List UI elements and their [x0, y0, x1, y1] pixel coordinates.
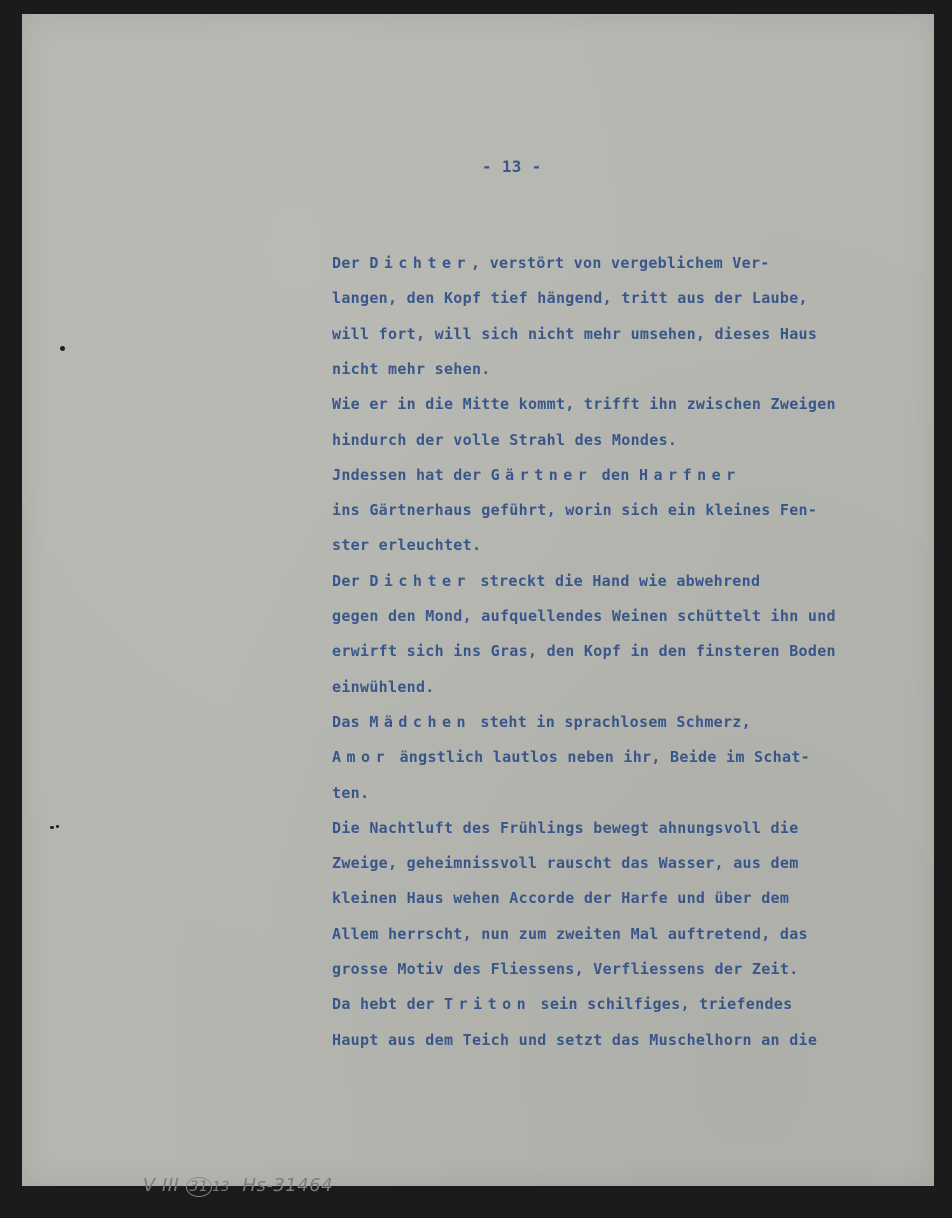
text-segment: steht in sprachlosem Schmerz, [471, 712, 751, 731]
text-line [332, 360, 491, 378]
text-segment: den [592, 465, 639, 484]
spaced-name: Mädchen [369, 712, 472, 731]
text-segment: Allem herrscht, nun zum zweiten Mal auftretend, das [332, 924, 808, 943]
spaced-name: Harfner [639, 465, 741, 484]
spaced-name: Triton [443, 995, 532, 1014]
text-segment: nicht mehr sehen. [332, 359, 491, 378]
text-segment: Da hebt der [332, 995, 444, 1014]
text-segment: einwühlend. [332, 677, 435, 696]
text-segment: ten. [332, 783, 370, 802]
text-line [332, 748, 810, 766]
text-segment: Zweige, geheimnissvoll rauscht das Wasser, aus dem [332, 854, 799, 873]
text-line [332, 1031, 817, 1049]
text-segment: Haupt aus dem Teich und setzt das Muschelhorn an die [332, 1030, 818, 1049]
text-line [332, 960, 799, 978]
text-line [332, 995, 792, 1013]
text-line [332, 466, 741, 484]
text-line [332, 254, 770, 272]
text-segment: gegen den Mond, aufquellendes Weinen schüttelt ihn und [332, 607, 836, 625]
text-line [332, 501, 817, 519]
text-line [332, 713, 751, 731]
text-line [332, 642, 836, 660]
text-segment: kleinen Haus wehen Accorde der Harfe und über dem [332, 889, 790, 908]
text-segment: Wie er in die Mitte kommt, trifft ihn zwischen Zweigen [332, 395, 836, 414]
text-segment: ster erleuchtet. [332, 536, 482, 555]
text-segment: hindurch der volle Strahl des Mondes. [332, 430, 678, 449]
text-line [332, 536, 481, 554]
text-segment: Der [332, 254, 370, 272]
text-line [332, 889, 789, 907]
archive-pencil-note [118, 1154, 333, 1218]
text-segment: Der [332, 571, 370, 590]
text-line [332, 819, 799, 837]
spaced-name: Dichter [369, 254, 472, 272]
page-number: - 13 - [482, 157, 542, 176]
text-line [332, 395, 836, 413]
text-line [332, 925, 808, 943]
archive-signature: Hs-31464 [242, 1175, 334, 1196]
punch-mark-lower [50, 826, 54, 829]
punch-mark-lower-2 [56, 825, 59, 828]
text-line [332, 854, 799, 872]
text-segment: grosse Motiv des Fliessens, Verfliessens der Zeit. [332, 960, 799, 978]
text-segment: langen, den Kopf tief hängend, tritt aus der Laube, [332, 289, 808, 308]
spaced-name: Gärtner [490, 465, 593, 484]
spaced-name: Dichter [369, 571, 472, 590]
text-segment: Die Nachtluft des Frühlings bewegt ahnungsvoll die [332, 818, 799, 837]
text-segment: Jndessen hat der [332, 465, 491, 484]
text-line [332, 678, 435, 696]
text-segment: ins Gärtnerhaus geführt, worin sich ein kleines Fen- [332, 501, 818, 520]
text-line [332, 784, 369, 802]
manuscript-page [22, 14, 934, 1196]
text-segment: streckt die Hand wie abwehrend [471, 571, 761, 590]
text-segment: , verstört von vergeblichem Ver- [471, 254, 770, 272]
typescript-body [332, 14, 932, 1114]
text-line [332, 572, 760, 590]
text-line [332, 607, 836, 625]
text-segment: will fort, will sich nicht mehr umsehen, dieses Haus [332, 324, 818, 343]
archive-sub-number: 13 [212, 1180, 230, 1195]
text-line [332, 431, 677, 449]
text-line [332, 325, 817, 343]
archive-circled-number: 31 [186, 1177, 213, 1197]
text-segment: ängstlich lautlos neben ihr, Beide im Schat- [390, 748, 811, 767]
text-segment: sein schilfiges, triefendes [531, 995, 793, 1014]
text-segment: Das [332, 712, 370, 731]
spaced-name: Amor [332, 748, 391, 767]
text-segment: erwirft sich ins Gras, den Kopf in den finsteren Boden [332, 642, 836, 661]
punch-mark-upper [60, 346, 65, 351]
archive-shelf: V III [142, 1175, 186, 1196]
text-line [332, 289, 808, 307]
